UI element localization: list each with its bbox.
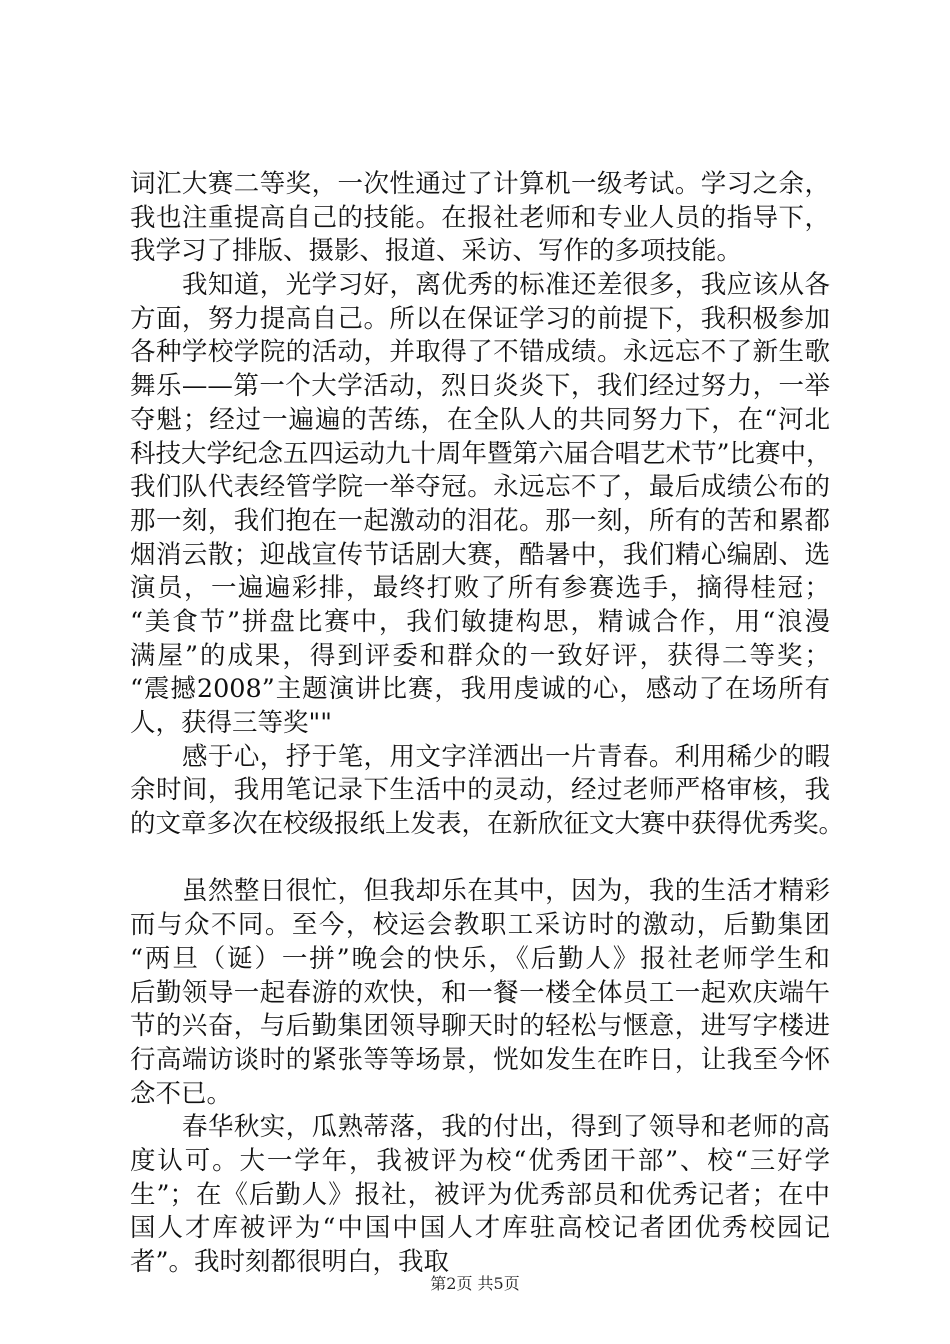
text-line: 人，获得三等奖"" (130, 708, 332, 738)
text-line: 者”。我时刻都很明白，我取 (130, 1247, 450, 1277)
text-line: 我们队代表经管学院一举夺冠。永远忘不了，最后成绩公布的 (130, 472, 830, 503)
text-line: 国人才库被评为“中国中国人才库驻高校记者团优秀校园记 (130, 1213, 830, 1244)
text-line: 科技大学纪念五四运动九十周年暨第六届合唱艺术节”比赛中， (130, 438, 832, 469)
text-line: 后勤领导一起春游的欢快，和一餐一楼全体员工一起欢庆端午 (130, 977, 830, 1008)
paragraph (130, 1111, 830, 1279)
text-line: 那一刻，我们抱在一起激动的泪花。那一刻，所有的苦和累都 (130, 505, 830, 536)
text-line: 生”；在《后勤人》报社，被评为优秀部员和优秀记者；在中 (130, 1179, 830, 1210)
paragraph (130, 269, 830, 741)
text-line: 虽然整日很忙，但我却乐在其中，因为，我的生活才精彩 (182, 876, 830, 907)
text-line: 春华秋实，瓜熟蒂落，我的付出，得到了领导和老师的高 (182, 1112, 830, 1143)
text-line: “美食节”拼盘比赛中，我们敏捷构思，精诚合作，用“浪漫 (130, 606, 830, 637)
text-line: “震撼2008”主题演讲比赛，我用虔诚的心，感动了在场所有 (130, 674, 830, 705)
text-line: 我也注重提高自己的技能。在报社老师和专业人员的指导下， (130, 202, 830, 233)
text-line: 我知道，光学习好，离优秀的标准还差很多，我应该从各 (182, 270, 830, 301)
paragraph (130, 741, 845, 842)
text-line: 而与众不同。至今，校运会教职工采访时的激动，后勤集团 (130, 910, 830, 941)
page-footer: 第2页 共5页 (430, 1274, 520, 1293)
text-line: 感于心，抒于笔，用文字洋洒出一片青春。利用稀少的暇 (182, 741, 830, 772)
text-line: 节的兴奋，与后勤集团领导聊天时的轻松与惬意，进写字楼进 (130, 1011, 830, 1042)
text-line: 演员，一遍遍彩排，最终打败了所有参赛选手，摘得桂冠； (130, 573, 830, 604)
text-line: 行高端访谈时的紧张等等场景，恍如发生在昨日，让我至今怀 (130, 1044, 830, 1075)
text-line: 舞乐——第一个大学活动，烈日炎炎下，我们经过努力，一举 (130, 371, 830, 402)
document-body (130, 168, 845, 1280)
text-line: 余时间，我用笔记录下生活中的灵动，经过老师严格审核，我 (130, 775, 830, 806)
text-line: 度认可。大一学年，我被评为校“优秀团干部”、校“三好学 (130, 1145, 830, 1176)
text-line: 我学习了排版、摄影、报道、采访、写作的多项技能。 (130, 236, 743, 267)
text-line: 各种学校学院的活动，并取得了不错成绩。永远忘不了新生歌 (130, 337, 830, 368)
paragraph-gap (130, 842, 830, 876)
paragraph (130, 875, 830, 1111)
text-line: 的文章多次在校级报纸上发表，在新欣征文大赛中获得优秀奖。 (130, 809, 845, 840)
text-line: 词汇大赛二等奖，一次性通过了计算机一级考试。学习之余， (130, 169, 830, 199)
text-line: 满屋”的成果，得到评委和群众的一致好评，获得二等奖； (130, 640, 830, 671)
paragraph (130, 168, 830, 269)
text-line: 方面，努力提高自己。所以在保证学习的前提下，我积极参加 (130, 303, 830, 334)
text-line: “两旦（诞）一拼”晚会的快乐，《后勤人》报社老师学生和 (130, 943, 830, 974)
text-line: 烟消云散；迎战宣传节话剧大赛，酷暑中，我们精心编剧、选 (130, 539, 830, 570)
text-line: 念不已。 (130, 1078, 233, 1109)
text-line: 夺魁；经过一遍遍的苦练，在全队人的共同努力下，在“河北 (130, 404, 830, 435)
